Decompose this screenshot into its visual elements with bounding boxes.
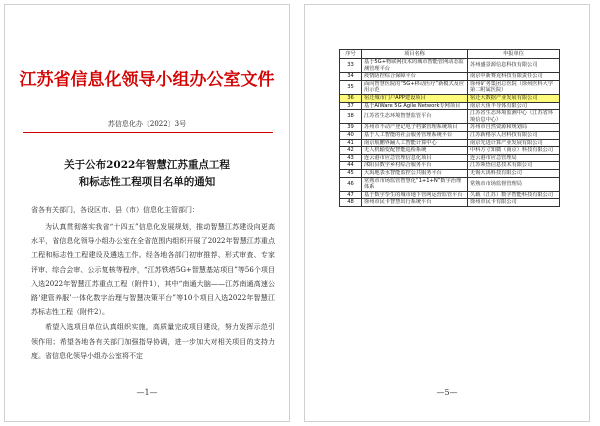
notice-heading bbox=[5, 157, 289, 191]
table-row bbox=[340, 191, 560, 199]
page-number-left: —1— bbox=[136, 388, 158, 397]
notice-heading-line2: 和标志性工程项目名单的通知 bbox=[78, 176, 216, 188]
row-applicant-unit: 苏州盛景源信息科技有限公司 bbox=[468, 59, 560, 73]
row-applicant-unit: 无锡大禹科技有限公司 bbox=[468, 169, 560, 177]
row-applicant-unit: 南京中新赛克科技有限责任公司 bbox=[468, 73, 560, 81]
row-project-name: 宿迁城市门户APP建设项目 bbox=[362, 94, 468, 102]
row-applicant-unit: 南京先进计算产业发展有限公司 bbox=[468, 139, 560, 147]
row-project-name: 徐州市民卡智慧出行系统平台 bbox=[362, 199, 468, 207]
table-row bbox=[340, 154, 560, 162]
row-applicant-unit: 久载（江苏）数字智能科技有限公司 bbox=[468, 191, 560, 199]
row-applicant-unit: 徐州矿务集团总医院（徐州医科大学第二附属医院） bbox=[468, 80, 560, 94]
row-number: 35 bbox=[340, 80, 362, 94]
row-number: 43 bbox=[340, 154, 362, 162]
row-project-name: 江苏省生态环境智慧监管平台 bbox=[362, 110, 468, 124]
row-project-name: 疫情防控综合保障平台 bbox=[362, 73, 468, 81]
row-number: 34 bbox=[340, 73, 362, 81]
table-row bbox=[340, 169, 560, 177]
row-applicant-unit: 南京大鱼半导体有限公司 bbox=[468, 102, 560, 110]
row-number: 44 bbox=[340, 162, 362, 170]
header-number: 序号 bbox=[340, 50, 362, 59]
document-red-title: 江苏省信息化领导小组办公室文件 bbox=[19, 70, 275, 90]
row-number: 33 bbox=[340, 59, 362, 73]
row-project-name: 面向智慧医院的“5G+移动医疗”新模式及应用示范 bbox=[362, 80, 468, 94]
body-paragraph: 希望入选项目单位认真组织实施，高质量完成项目建设，努力发挥示范引领作用；希望各地各有关部门加强指导协调，进一步加大对相关项目的支持力度。省信息化领导小组办公室将不定 bbox=[31, 323, 275, 360]
row-number: 37 bbox=[340, 102, 362, 110]
row-applicant-unit: 常熟市市场监督管理局 bbox=[468, 177, 560, 191]
table-row bbox=[340, 102, 560, 110]
notice-body bbox=[31, 220, 275, 363]
table-row bbox=[340, 131, 560, 139]
row-applicant-unit: 苏州市自然资源和规划局 bbox=[468, 124, 560, 132]
header-applicant-unit: 申报单位 bbox=[468, 50, 560, 59]
header-project-name: 项目名称 bbox=[362, 50, 468, 59]
table-row bbox=[340, 147, 560, 155]
salutation: 省各有关部门，各设区市、县（市）信息化主管部门： bbox=[31, 206, 199, 214]
page-number-right: —5— bbox=[436, 388, 458, 397]
row-project-name: 基于数字孪生的城市地下管网运营监管平台 bbox=[362, 191, 468, 199]
row-number: 41 bbox=[340, 139, 362, 147]
table-row bbox=[340, 59, 560, 73]
row-number: 38 bbox=[340, 110, 362, 124]
table-row bbox=[340, 94, 560, 102]
table-row bbox=[340, 124, 560, 132]
row-number: 45 bbox=[340, 169, 362, 177]
row-number: 47 bbox=[340, 191, 362, 199]
red-divider-line bbox=[23, 132, 273, 133]
row-project-name: 连云港市应急管理信息化项目 bbox=[362, 154, 468, 162]
body-paragraph: 为认真贯彻落实我省“十四五”信息化发展规划，推动智慧江苏建设向更高水平，省信息化领导小组办公室在全省范围内组织开展了2022年智慧江苏重点工程和标志性工程建设及遴选工作。经各地各部门初审推荐、形式审查、专家评审、综合会审、公示复核等程序，“江苏铁塔5G+智慧基站项目”等56个项目入选2022年智慧江苏重点工程（附件1），其中“南通大脑——江苏南通高速公路‘建管养服’一体化数字治理与智慧决策平台”等10个项目入选2022年智慧江苏标志性工程（附件2）。 bbox=[31, 223, 275, 317]
row-applicant-unit: 徐州市民卡有限公司 bbox=[468, 199, 560, 207]
table-row bbox=[340, 139, 560, 147]
table-row bbox=[340, 177, 560, 191]
project-table-body bbox=[340, 59, 560, 207]
row-project-name: 苏州市不动产登记电子档案管理系统项目 bbox=[362, 124, 468, 132]
row-project-name: 常熟市市场监管智慧化“1+1+N”数字治理体系 bbox=[362, 177, 468, 191]
notice-heading-line1: 关于公布2022年智慧江苏重点工程 bbox=[64, 159, 230, 171]
row-number: 40 bbox=[340, 131, 362, 139]
row-applicant-unit: 连云港市应急管理局 bbox=[468, 154, 560, 162]
row-applicant-unit: 江苏新格尔人居科技有限公司 bbox=[468, 131, 560, 139]
row-number: 42 bbox=[340, 147, 362, 155]
table-row bbox=[340, 110, 560, 124]
row-number: 46 bbox=[340, 177, 362, 191]
row-project-name: 大禹地表水智能监控公共服务平台 bbox=[362, 169, 468, 177]
row-applicant-unit: 江苏领悟信息技术有限公司 bbox=[468, 162, 560, 170]
table-row bbox=[340, 199, 560, 207]
row-number: 48 bbox=[340, 199, 362, 207]
table-row bbox=[340, 162, 560, 170]
row-number: 39 bbox=[340, 124, 362, 132]
project-table bbox=[339, 49, 560, 207]
row-project-name: 基于5G+物联网技术的城市智能管网动态监测管理平台 bbox=[362, 59, 468, 73]
row-project-name: 沭阳县数字乡村综合服务平台 bbox=[362, 162, 468, 170]
table-header-row bbox=[340, 50, 560, 59]
row-applicant-unit: 江苏省生态环境监测中心（江苏省环境信息中心） bbox=[468, 110, 560, 124]
row-number: 36 bbox=[340, 94, 362, 102]
document-number: 苏信息化办〔2022〕3号 bbox=[107, 120, 187, 128]
table-row bbox=[340, 80, 560, 94]
row-applicant-unit: 中科方寸知微（南京）科技有限公司 bbox=[468, 147, 560, 155]
row-project-name: 基于AIWare 5G Agile Network专网项目 bbox=[362, 102, 468, 110]
row-applicant-unit: 宿迁大数据产业发展有限公司 bbox=[468, 94, 560, 102]
document-page-right bbox=[304, 4, 590, 422]
row-project-name: 无人机输变配智能巡检系统 bbox=[362, 147, 468, 155]
row-project-name: 基于人工智能的社会服务管理系统平台 bbox=[362, 131, 468, 139]
row-project-name: 南京航鹏界踊人工智能计算中心 bbox=[362, 139, 468, 147]
table-row bbox=[340, 73, 560, 81]
document-page-left bbox=[4, 4, 290, 422]
